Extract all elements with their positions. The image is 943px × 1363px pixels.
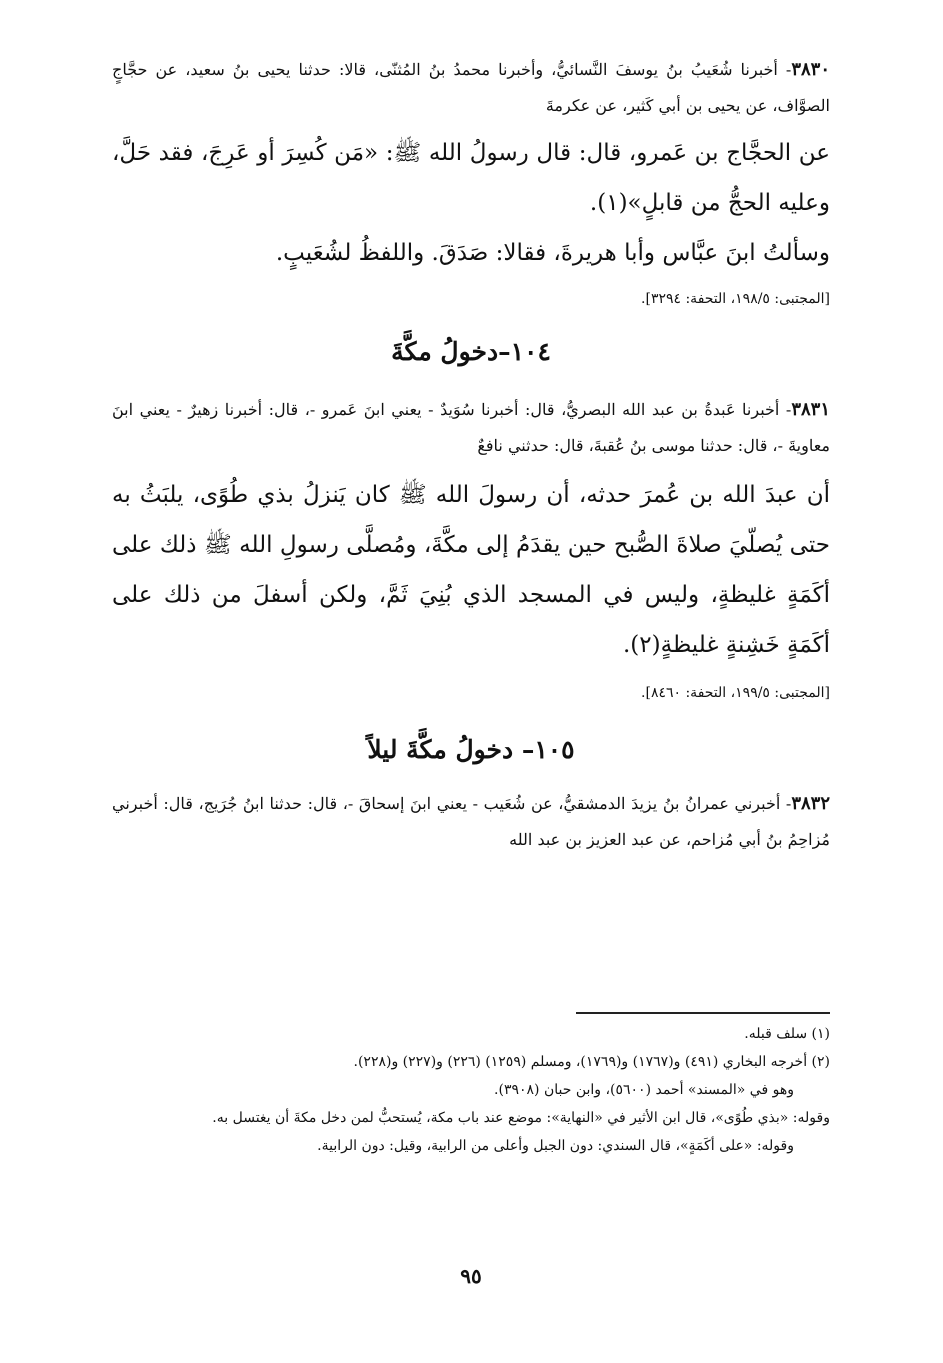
hadith-number: ٣٨٣٢ [791, 793, 830, 814]
hadith-number: ٣٨٣٠ [791, 59, 830, 80]
footnote-separator [576, 1012, 830, 1014]
footnote-1: (١) سلف قبله. [744, 1026, 830, 1042]
hadith-3832-isnad [112, 786, 830, 858]
isnad-text: - أخبرني عمرانُ بنُ يزيدَ الدمشقيُّ، عن شُعَيب - يعني ابنَ إسحاقَ -، قال: حدثنا ابنُ جُرَيج، قال: أخبرني مُزاحِمُ بنُ أبي مُزاحم، عن عبد العزيز بن عبد الله [112, 794, 830, 849]
footnote-2: (٢) أخرجه البخاري (٤٩١) و(١٧٦٧) و(١٧٦٩)، ومسلم (١٢٥٩) (٢٢٦) و(٢٢٧) و(٢٢٨). [353, 1054, 830, 1070]
hadith-3830-isnad [112, 52, 830, 124]
footnote-2-line-2: وهو في «المسند» أحمد (٥٦٠٠)، وابن حبان (٣٩٠٨). [494, 1082, 794, 1098]
footnote-2-line-4: وقوله: «على أكَمَةٍ»، قال السندي: دون الجبل وأعلى من الرابية، وقيل: دون الرابية. [317, 1138, 794, 1154]
isnad-text: - أخبرنا شُعَيبُ بنُ يوسفَ النَّسائيُّ، وأخبرنا محمدُ بنُ المُثنّى، قالا: حدثنا يحيى بنُ سعيد، عن حجَّاجٍ الصوَّاف، عن يحيى بن أبي كَثير، عن عكرمةَ [112, 60, 830, 115]
chapter-105-heading: ١٠٥– دخولُ مكَّةَ ليلاً [367, 735, 575, 764]
hadith-3831-matn: أن عبدَ الله بن عُمرَ حدثه، أن رسولَ الله ﷺ كان يَنزلُ بذي طُوًى، يلبَثُ به حتى يُصلّيَ صلاةَ الصُّبح حين يقدَمُ إلى مكَّةَ، ومُصلَّى رسولِ الله ﷺ ذلك على أكَمَةٍ غليظةٍ، وليس في المسجد الذي بُنِيَ ثَمَّ، ولكن أسفلَ من ذلك على أكَمَةٍ خَشِنةٍ غليظةٍ(٢). [112, 482, 830, 658]
footnotes [112, 1020, 830, 1160]
page-number: ٩٥ [460, 1264, 482, 1288]
page-content [112, 52, 830, 1342]
hadith-3831-isnad [112, 392, 830, 464]
footnote-2-line-3: وقوله: «بذي طُوًى»، قال ابن الأثير في «النهاية»: موضع عند باب مكة، يُستحبُّ لمن دخل مكةَ أن يغتسل به. [212, 1110, 830, 1126]
isnad-text: - أخبرنا عَبدةُ بن عبد الله البصريُّ، قال: أخبرنا سُوَيدٌ - يعني ابنَ عَمرو -، قال: أخبرنا زهيرٌ - يعني ابنَ معاويةَ -، قال: حدثنا موسى بنُ عُقبةَ، قال: حدثني نافعٌ [112, 400, 830, 455]
hadith-3830-matn: عن الحجَّاج بن عَمرو، قال: قال رسولُ الله ﷺ: «مَن كُسِرَ أو عَرِجَ، فقد حَلَّ، وعليه الحجُّ من قابلٍ»(١). [112, 140, 830, 216]
hadith-number: ٣٨٣١ [791, 399, 830, 420]
hadith-3830-reference: [المجتبى: ١٩٨/٥، التحفة: ٣٢٩٤]. [641, 291, 830, 307]
chapter-104-heading: ١٠٤–دخولُ مكَّةَ [391, 337, 551, 366]
hadith-3831-reference: [المجتبى: ١٩٩/٥، التحفة: ٨٤٦٠]. [641, 685, 830, 701]
hadith-3830-matn-2: وسألتُ ابنَ عبَّاس وأبا هريرةَ، فقالا: صَدَقَ. واللفظُ لشُعَيبٍ. [275, 240, 830, 266]
